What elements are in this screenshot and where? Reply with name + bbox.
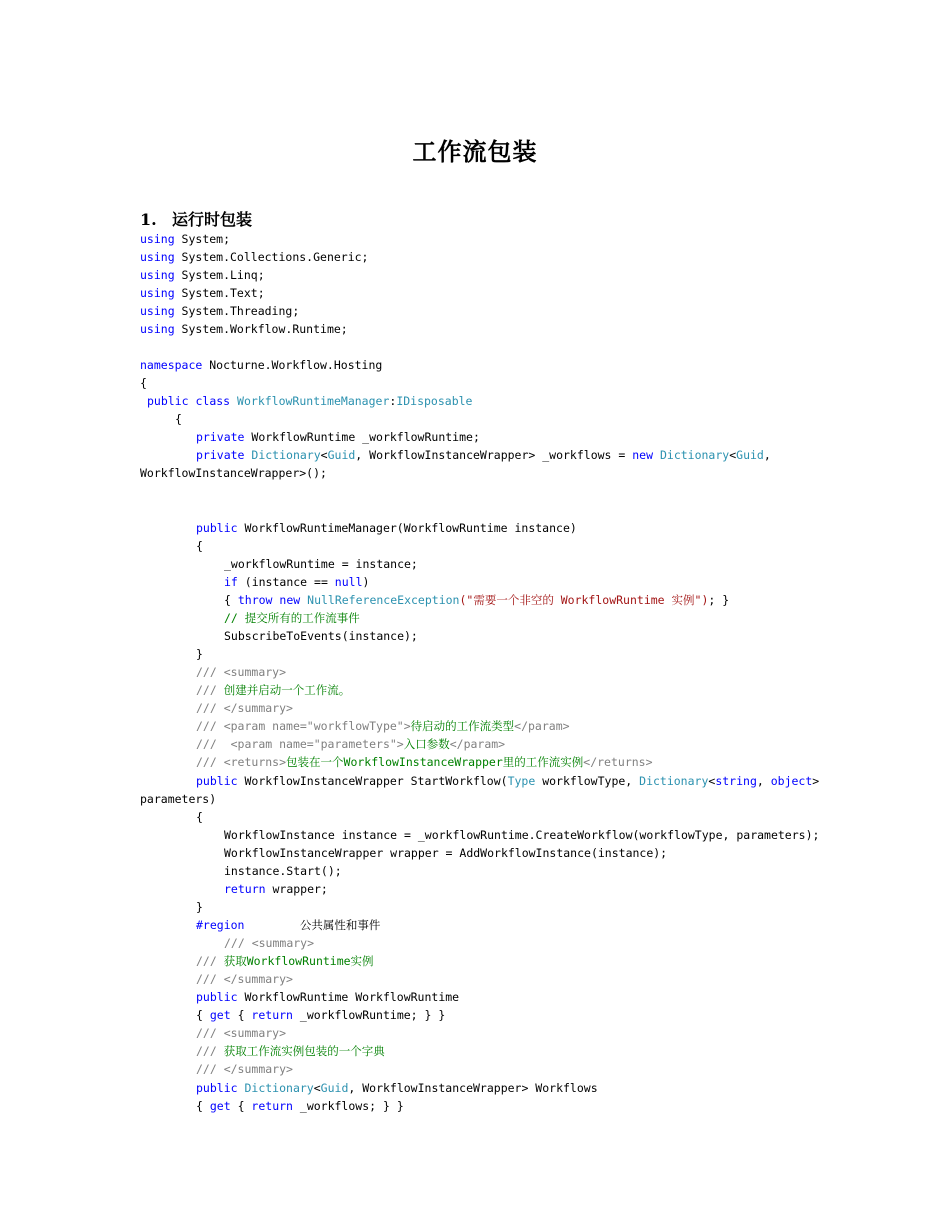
code-token: : <box>389 394 397 408</box>
code-token: WorkflowRuntimeManager <box>237 394 390 408</box>
code-line <box>196 1008 445 1022</box>
code-line <box>140 232 230 246</box>
code-token: using <box>140 232 175 246</box>
code-token: 待启动的工作流类型 <box>410 719 515 733</box>
code-token: if <box>224 575 238 589</box>
code-line <box>224 936 314 950</box>
code-token: { <box>196 1099 210 1113</box>
code-line <box>224 629 418 643</box>
code-token: 入口参数 <box>403 737 450 751</box>
code-token: /// <box>196 665 217 679</box>
code-token: WorkflowRuntime WorkflowRuntime <box>237 990 460 1004</box>
code-token: </returns> <box>583 755 653 769</box>
code-line <box>196 1062 293 1076</box>
code-line <box>196 1081 598 1095</box>
code-token: , WorkflowInstanceWrapper> _workflows = <box>355 448 633 462</box>
code-token: { <box>196 1008 210 1022</box>
code-line <box>196 521 577 535</box>
code-token: { <box>224 593 238 607</box>
code-token: instance.Start(); <box>224 864 342 878</box>
code-line <box>196 1099 404 1113</box>
code-token: 包装在一个WorkflowInstanceWrapper里的工作流实例 <box>286 755 584 769</box>
code-token: using <box>140 304 175 318</box>
code-line <box>175 412 182 426</box>
code-line <box>196 647 203 661</box>
code-line <box>196 430 480 444</box>
code-token: 获取工作流实例包装的一个字典 <box>216 1044 385 1058</box>
code-token: Dictionary <box>659 448 730 462</box>
code-line <box>224 846 667 860</box>
code-token <box>230 394 237 408</box>
code-line <box>140 322 348 336</box>
code-token: < <box>708 774 716 788</box>
code-token: System.Linq; <box>174 268 265 282</box>
code-line <box>196 737 505 751</box>
code-token: (instance == <box>237 575 335 589</box>
code-token: /// <box>196 683 217 697</box>
code-line <box>140 286 265 300</box>
code-token: /// <box>196 1062 217 1076</box>
code-line <box>196 774 819 788</box>
code-token <box>653 448 660 462</box>
code-token: get <box>209 1008 231 1022</box>
code-line <box>196 719 570 733</box>
code-token: /// <box>196 719 217 733</box>
code-token: ("需要一个非空的 WorkflowRuntime 实例") <box>459 593 709 607</box>
code-line <box>196 954 374 968</box>
code-line <box>196 900 203 914</box>
code-token: < <box>313 1081 321 1095</box>
code-token: using <box>140 250 175 264</box>
code-token: parameters) <box>140 792 217 806</box>
code-line <box>196 683 350 697</box>
code-token: /// <box>196 737 217 751</box>
code-line <box>140 304 299 318</box>
code-token: 获取WorkflowRuntime实例 <box>216 954 374 968</box>
code-token: null <box>334 575 363 589</box>
code-token: /// <box>224 936 245 950</box>
code-token: private <box>196 448 245 462</box>
code-token: Dictionary <box>639 774 709 788</box>
code-token: public <box>196 521 238 535</box>
code-line <box>224 828 819 842</box>
code-token: 创建并启动一个工作流。 <box>216 683 351 697</box>
code-token: ) <box>362 575 370 589</box>
code-token: WorkflowRuntime _workflowRuntime; <box>244 430 480 444</box>
code-token: Guid <box>320 1081 349 1095</box>
code-token: , <box>756 774 771 788</box>
code-token: System.Threading; <box>174 304 300 318</box>
code-token: /// <box>196 755 217 769</box>
code-token: > <box>812 774 820 788</box>
code-token: { <box>196 810 203 824</box>
code-token: _workflowRuntime; } } <box>292 1008 446 1022</box>
code-token: new <box>632 448 654 462</box>
code-token: { <box>230 1008 252 1022</box>
code-line <box>196 701 293 715</box>
code-token: get <box>209 1099 231 1113</box>
code-token: /// <box>196 972 217 986</box>
code-line <box>140 358 382 372</box>
code-token: Dictionary <box>251 448 321 462</box>
code-token: return <box>224 882 266 896</box>
code-token: workflowType, <box>535 774 640 788</box>
code-token: Dictionary <box>244 1081 314 1095</box>
code-token: Guid <box>327 448 356 462</box>
code-token: ; } <box>708 593 730 607</box>
code-token: throw <box>237 593 273 607</box>
code-line <box>140 792 216 806</box>
code-token: SubscribeToEvents(instance); <box>224 629 418 643</box>
code-token: <summary> <box>216 1026 287 1040</box>
code-token: // 提交所有的工作流事件 <box>224 611 360 625</box>
code-token: wrapper; <box>265 882 328 896</box>
section-heading <box>140 207 252 230</box>
code-token: </summary> <box>216 972 293 986</box>
code-token: private <box>196 430 245 444</box>
code-token: System.Collections.Generic; <box>174 250 369 264</box>
code-token: _workflowRuntime = instance; <box>224 557 418 571</box>
code-line <box>196 918 380 932</box>
code-token: { <box>175 412 182 426</box>
code-line <box>196 448 771 462</box>
code-token: </summary> <box>216 701 293 715</box>
code-token: <summary> <box>216 665 287 679</box>
code-token: WorkflowInstanceWrapper StartWorkflow( <box>237 774 508 788</box>
code-token: return <box>251 1099 293 1113</box>
code-token: namespace <box>140 358 203 372</box>
code-token: IDisposable <box>396 394 473 408</box>
code-line <box>196 755 653 769</box>
code-token: WorkflowInstanceWrapper wrapper = AddWorkflowInstance(instance); <box>224 846 668 860</box>
code-token: object <box>770 774 813 788</box>
section-number: 1. <box>140 210 157 229</box>
code-token: public <box>196 774 238 788</box>
code-line <box>140 250 369 264</box>
code-token: WorkflowInstanceWrapper>(); <box>140 466 327 480</box>
code-token: NullReferenceException <box>307 593 460 607</box>
code-line <box>196 1044 385 1058</box>
code-token: using <box>140 286 175 300</box>
code-line <box>224 575 369 589</box>
code-line <box>196 539 203 553</box>
code-token: /// <box>196 1026 217 1040</box>
code-token: #region <box>196 918 245 932</box>
code-token: string <box>715 774 757 788</box>
code-token: System; <box>174 232 231 246</box>
code-token: <param name="workflowType"> <box>216 719 411 733</box>
code-token: <returns> <box>216 755 287 769</box>
code-token: /// <box>196 701 217 715</box>
code-token: public <box>196 1081 238 1095</box>
code-token: System.Text; <box>174 286 265 300</box>
code-token: </param> <box>449 737 506 751</box>
code-token: class <box>195 394 231 408</box>
code-line <box>147 394 472 408</box>
code-token: _workflows; } } <box>292 1099 404 1113</box>
code-line <box>140 376 147 390</box>
code-token: 公共属性和事件 <box>244 918 381 932</box>
code-token: , WorkflowInstanceWrapper> Workflows <box>348 1081 598 1095</box>
code-token: System.Workflow.Runtime; <box>174 322 348 336</box>
code-token: public <box>147 394 189 408</box>
code-line <box>196 1026 286 1040</box>
code-token: } <box>196 900 203 914</box>
code-token: return <box>251 1008 293 1022</box>
code-token: /// <box>196 1044 217 1058</box>
code-token: Guid <box>736 448 764 462</box>
code-line <box>224 557 418 571</box>
code-token: { <box>196 539 203 553</box>
code-token: <summary> <box>244 936 315 950</box>
code-line <box>224 882 328 896</box>
code-line <box>224 593 729 607</box>
section-title: 运行时包装 <box>172 210 253 229</box>
code-token: new <box>279 593 301 607</box>
code-token: <param name="parameters"> <box>216 737 404 751</box>
code-token: WorkflowRuntimeManager(WorkflowRuntime instance) <box>237 521 577 535</box>
code-token: using <box>140 322 175 336</box>
code-line <box>196 990 459 1004</box>
code-token: WorkflowInstance instance = _workflowRuntime.CreateWorkflow(workflowType, parameters); <box>224 828 820 842</box>
document-title: 工作流包装 <box>412 137 538 166</box>
code-token: { <box>230 1099 252 1113</box>
code-token: , <box>763 448 771 462</box>
code-token: { <box>140 376 147 390</box>
code-line <box>224 611 360 625</box>
code-token: < <box>729 448 737 462</box>
code-token: Type <box>507 774 536 788</box>
code-line <box>140 268 265 282</box>
code-line <box>196 810 203 824</box>
code-line <box>196 972 293 986</box>
code-token: < <box>320 448 328 462</box>
code-token: using <box>140 268 175 282</box>
code-token: </summary> <box>216 1062 293 1076</box>
code-line <box>196 665 286 679</box>
code-line <box>140 466 327 480</box>
code-token: public <box>196 990 238 1004</box>
code-token: Nocturne.Workflow.Hosting <box>202 358 383 372</box>
code-token: </param> <box>514 719 570 733</box>
code-token: /// <box>196 954 217 968</box>
code-token: } <box>196 647 203 661</box>
code-line <box>224 864 342 878</box>
